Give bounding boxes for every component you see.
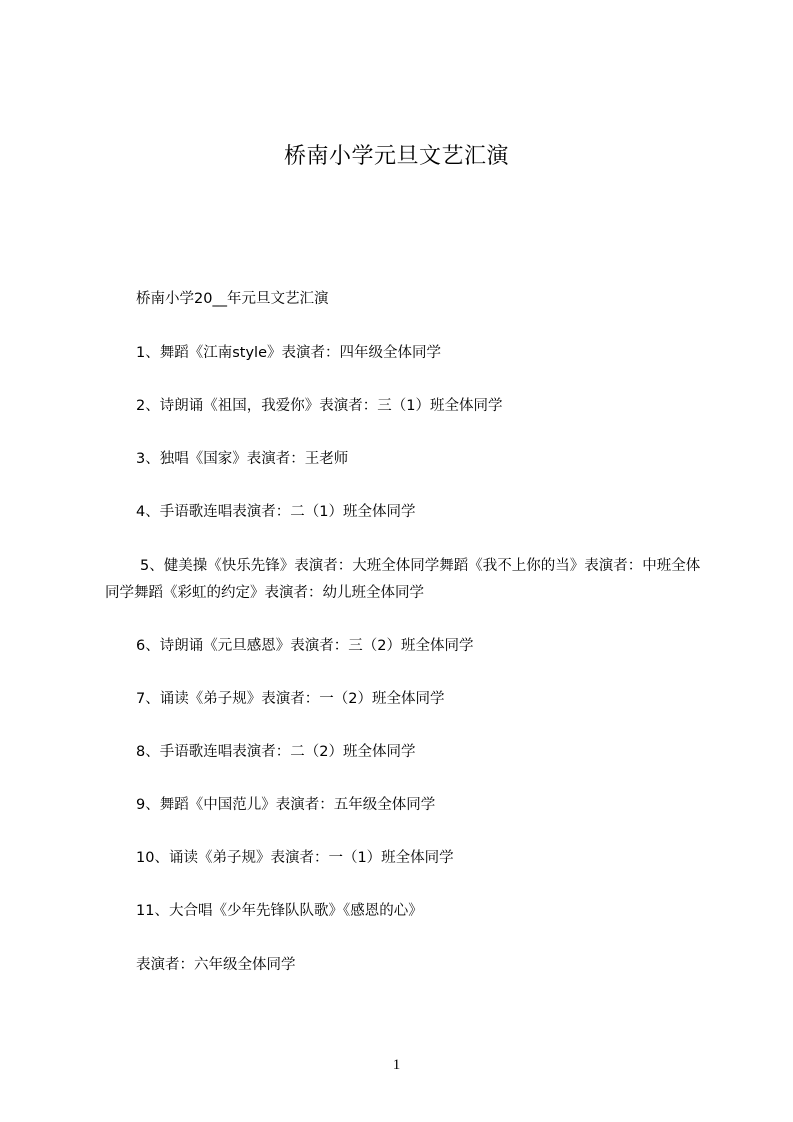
paragraph-heading: 桥南小学20__年元旦文艺汇演 [136,291,329,307]
program-item-5: 5、健美操《快乐先锋》表演者：大班全体同学舞蹈《我不上你的当》表演者：中班全体同学舞蹈《彩虹的约定》表演者：幼儿班全体同学 [105,558,701,601]
program-item-1: 1、舞蹈《江南style》表演者：四年级全体同学 [136,345,441,361]
page-number: 1 [392,1057,401,1073]
program-item-3: 3、独唱《国家》表演者：王老师 [136,451,349,467]
program-item-4: 4、手语歌连唱表演者：二（1）班全体同学 [136,504,416,520]
document-title: 桥南小学元旦文艺汇演 [283,144,509,169]
program-item-7: 7、诵读《弟子规》表演者：一（2）班全体同学 [136,691,445,707]
program-item-8: 8、手语歌连唱表演者：二（2）班全体同学 [136,744,416,760]
program-item-9: 9、舞蹈《中国范儿》表演者：五年级全体同学 [136,797,436,813]
program-item-6: 6、诗朗诵《元旦感恩》表演者：三（2）班全体同学 [136,638,474,654]
program-item-11: 11、大合唱《少年先锋队队歌》《感恩的心》 [136,903,423,919]
program-performer-line: 表演者：六年级全体同学 [136,957,296,973]
program-item-10: 10、诵读《弟子规》表演者：一（1）班全体同学 [136,850,454,866]
program-item-2: 2、诗朗诵《祖国，我爱你》表演者：三（1）班全体同学 [136,398,503,414]
